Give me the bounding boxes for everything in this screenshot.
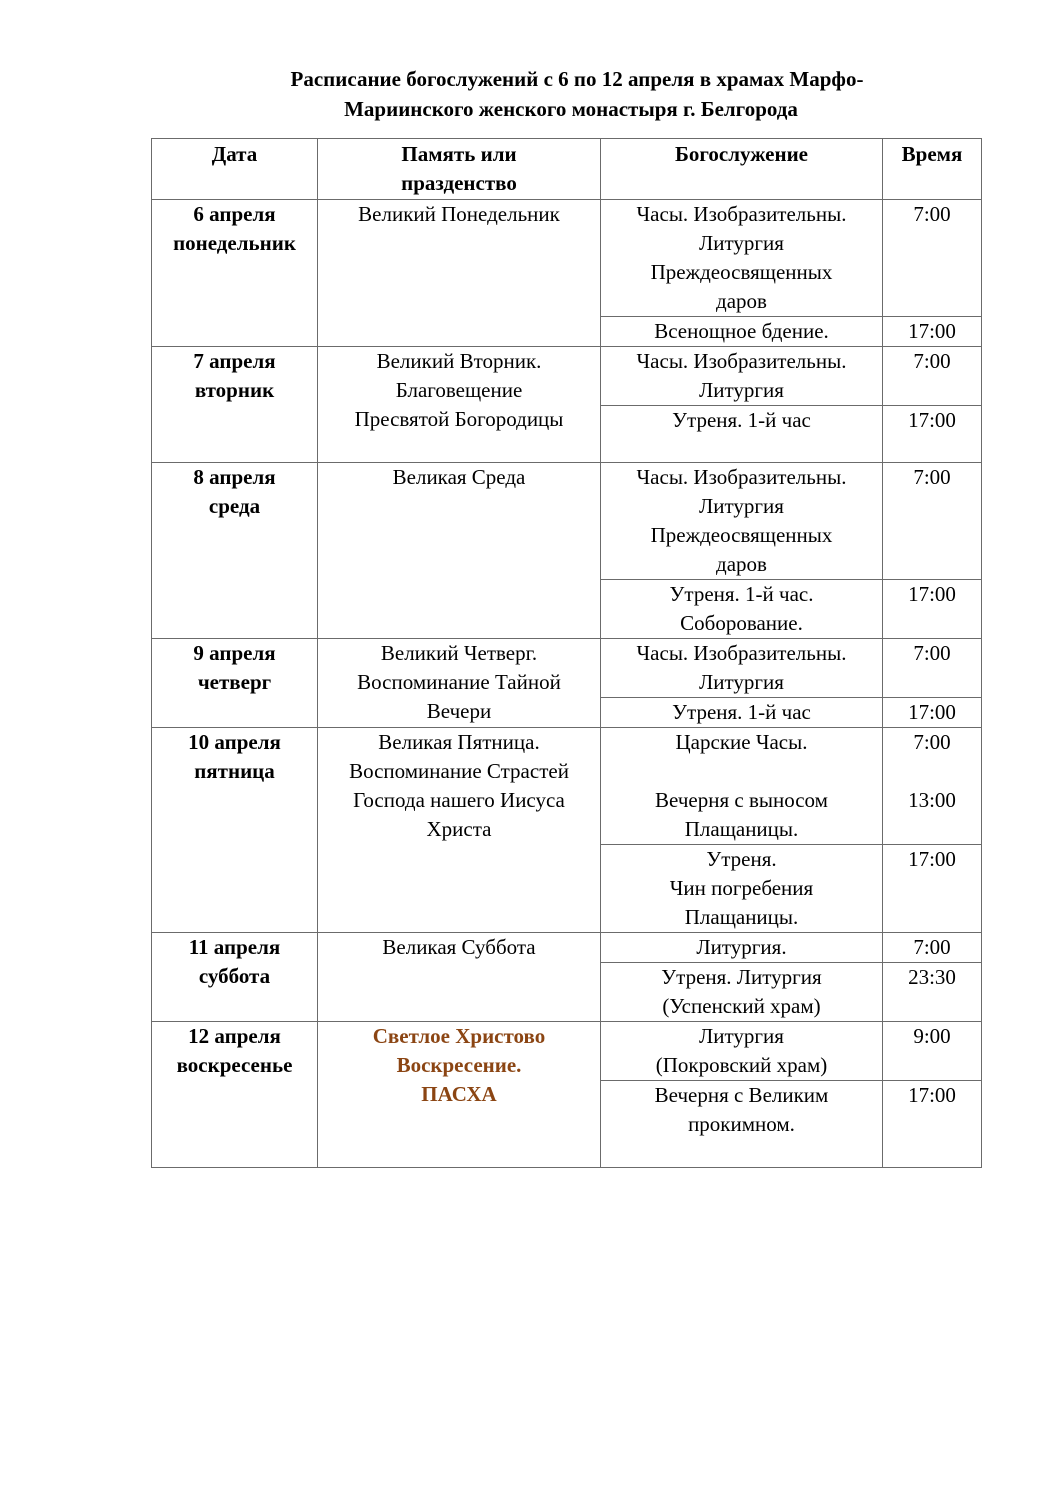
time-cell: 23:30 (883, 963, 982, 1022)
table-row (152, 639, 982, 698)
time-cell: 7:00 (883, 933, 982, 963)
date-cell: 10 апреля пятница (152, 728, 318, 933)
header-memory: Память или празденство (318, 139, 601, 200)
service-cell: Часы. Изобразительны. Литургия Преждеосвященных даров (601, 200, 883, 317)
service-cell: Литургия (Покровский храм) (601, 1022, 883, 1081)
service-cell: Утреня. Литургия (Успенский храм) (601, 963, 883, 1022)
service-cell: Утреня. 1-й час (601, 698, 883, 728)
schedule-table (151, 138, 982, 1168)
table-row (152, 200, 982, 317)
service-cell: Утреня. 1-й час (601, 406, 883, 463)
time-cell: 17:00 (883, 845, 982, 933)
time-cell: 7:00 (883, 463, 982, 580)
title-line-1: Расписание богослужений с 6 по 12 апреля в храмах Марфо- (290, 67, 864, 91)
table-row (152, 1022, 982, 1081)
table-row (152, 463, 982, 580)
service-cell: Утреня. 1-й час. Соборование. (601, 580, 883, 639)
header-date: Дата (152, 139, 318, 200)
date-cell: 6 апреля понедельник (152, 200, 318, 347)
time-cell: 9:00 (883, 1022, 982, 1081)
table-row (152, 347, 982, 406)
date-cell: 7 апреля вторник (152, 347, 318, 463)
service-cell: Часы. Изобразительны. Литургия Преждеосвященных даров (601, 463, 883, 580)
memory-cell: Великий Понедельник (318, 200, 601, 347)
time-cell: 17:00 (883, 406, 982, 463)
memory-cell: Великий Четверг. Воспоминание Тайной Вечери (318, 639, 601, 728)
header-row (152, 139, 982, 200)
service-cell: Всенощное бдение. (601, 317, 883, 347)
memory-cell: Великая Суббота (318, 933, 601, 1022)
service-cell: Литургия. (601, 933, 883, 963)
time-cell: 7:00 (883, 347, 982, 406)
memory-cell: Великий Вторник. Благовещение Пресвятой Богородицы (318, 347, 601, 463)
table-row (152, 728, 982, 845)
time-cell: 17:00 (883, 317, 982, 347)
memory-cell: Великая Пятница. Воспоминание Страстей Господа нашего Иисуса Христа (318, 728, 601, 933)
memory-cell: Великая Среда (318, 463, 601, 639)
page-title (150, 64, 980, 124)
date-cell: 8 апреля среда (152, 463, 318, 639)
time-cell: 7:00 (883, 639, 982, 698)
date-cell: 9 апреля четверг (152, 639, 318, 728)
header-time: Время (883, 139, 982, 200)
time-cell: 17:00 (883, 580, 982, 639)
service-cell: Часы. Изобразительны. Литургия (601, 639, 883, 698)
time-cell: 7:00 13:00 (883, 728, 982, 845)
table-row (152, 933, 982, 963)
service-cell: Утреня. Чин погребения Плащаницы. (601, 845, 883, 933)
date-cell: 11 апреля суббота (152, 933, 318, 1022)
title-line-2: Мариинского женского монастыря г. Белгорода (344, 97, 798, 121)
service-cell: Часы. Изобразительны. Литургия (601, 347, 883, 406)
time-cell: 17:00 (883, 698, 982, 728)
header-service: Богослужение (601, 139, 883, 200)
service-cell: Царские Часы. Вечерня с выносом Плащаницы. (601, 728, 883, 845)
time-cell: 17:00 (883, 1081, 982, 1168)
memory-cell-easter: Светлое Христово Воскресение. ПАСХА (318, 1022, 601, 1168)
date-cell: 12 апреля воскресенье (152, 1022, 318, 1168)
time-cell: 7:00 (883, 200, 982, 317)
service-cell: Вечерня с Великим прокимном. (601, 1081, 883, 1168)
